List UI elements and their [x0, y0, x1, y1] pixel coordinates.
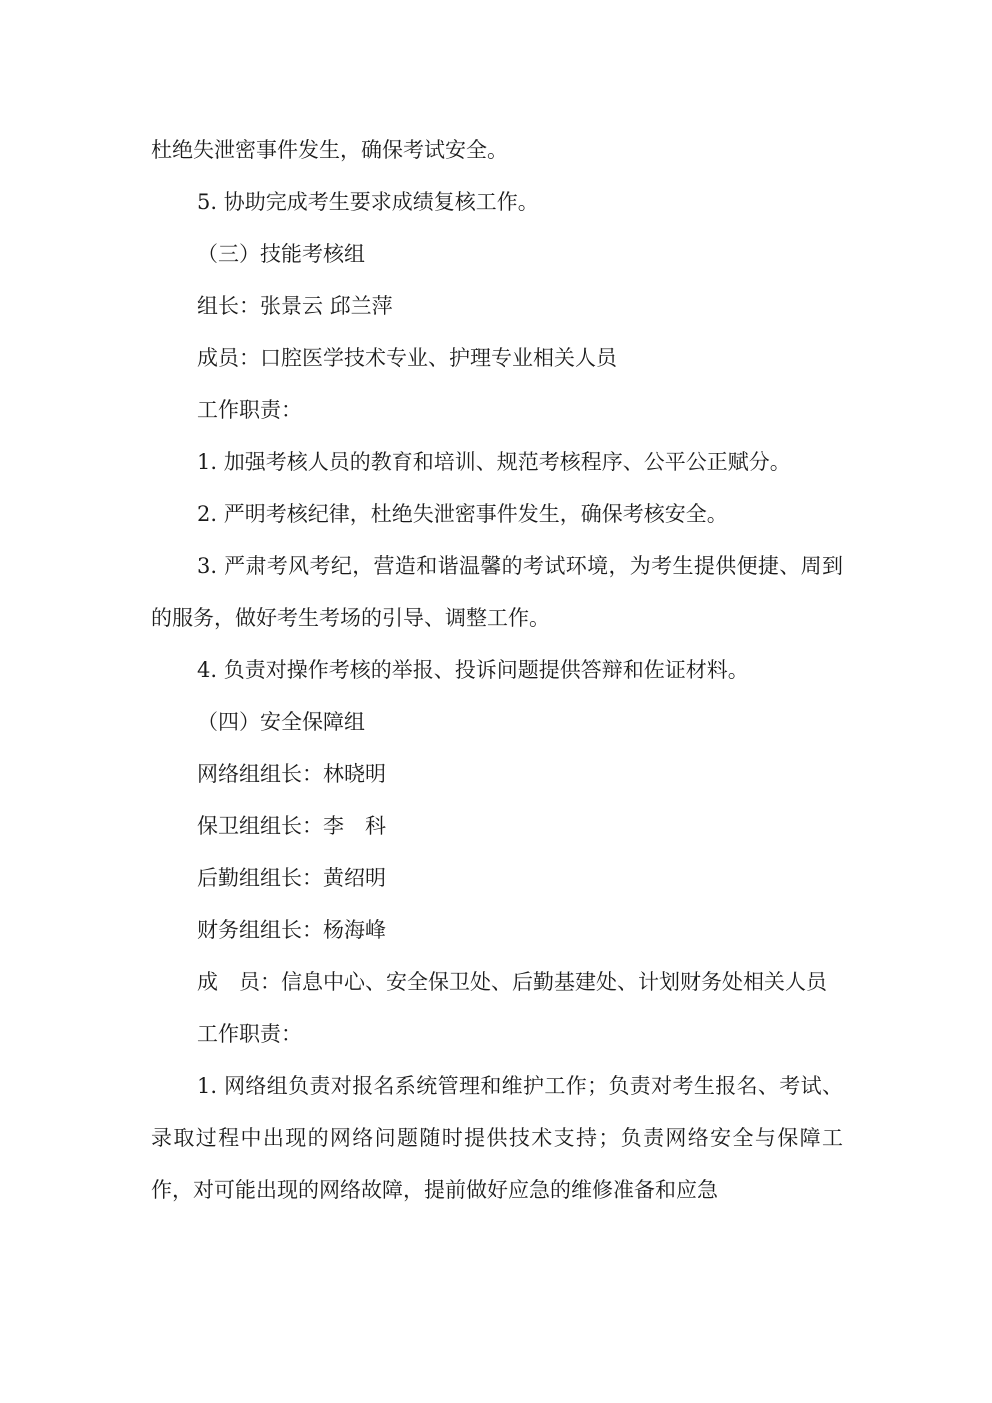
- security-duty-1: 1. 网络组负责对报名系统管理和维护工作；负责对考生报名、考试、录取过程中出现的网络问题随时提供技术支持；负责网络安全与保障工作，对可能出现的网络故障，提前做好应急的维修准备和应急: [151, 1074, 843, 1202]
- network-group-leader: 网络组组长：林晓明: [197, 762, 386, 786]
- security-group-members: 成 员：信息中心、安全保卫处、后勤基建处、计划财务处相关人员: [197, 970, 827, 994]
- security-group-duties-label: 工作职责：: [197, 1022, 302, 1046]
- finance-group-leader: 财务组组长：杨海峰: [197, 918, 386, 942]
- skills-group-leaders: 组长：张景云 邱兰萍: [197, 294, 393, 318]
- skills-duty-4: 4. 负责对操作考核的举报、投诉问题提供答辩和佐证材料。: [197, 658, 749, 682]
- skills-duty-3: 3. 严肃考风考纪，营造和谐温馨的考试环境，为考生提供便捷、周到的服务，做好考生考场的引导、调整工作。: [151, 554, 843, 630]
- skills-duty-2: 2. 严明考核纪律，杜绝失泄密事件发生，确保考核安全。: [197, 502, 728, 526]
- paragraph-continuation: 杜绝失泄密事件发生，确保考试安全。: [151, 138, 508, 162]
- skills-group-members: 成员：口腔医学技术专业、护理专业相关人员: [197, 346, 617, 370]
- security-group-leader: 保卫组组长：李 科: [197, 814, 386, 838]
- section-heading-skills-assessment: （三）技能考核组: [197, 242, 365, 266]
- paragraph-item-5: 5. 协助完成考生要求成绩复核工作。: [197, 190, 539, 214]
- skills-group-duties-label: 工作职责：: [197, 398, 302, 422]
- section-heading-security: （四）安全保障组: [197, 710, 365, 734]
- logistics-group-leader: 后勤组组长：黄绍明: [197, 866, 386, 890]
- document-body: [151, 124, 843, 1216]
- skills-duty-1: 1. 加强考核人员的教育和培训、规范考核程序、公平公正赋分。: [197, 450, 791, 474]
